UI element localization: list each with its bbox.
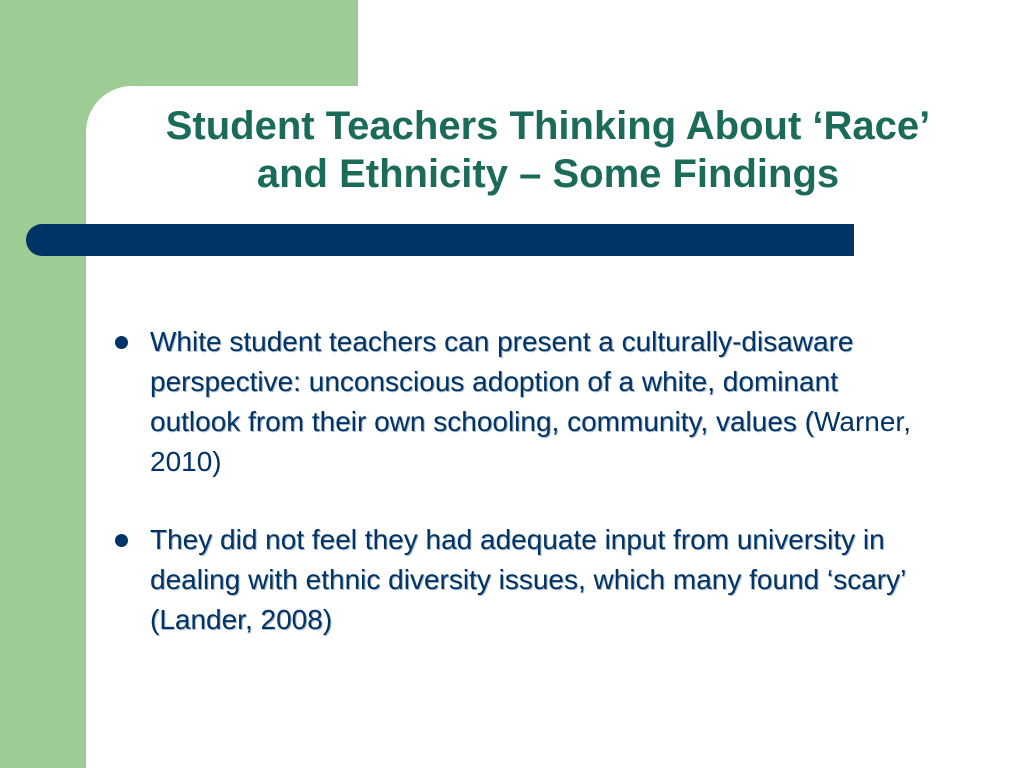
bullet-citation-1: Warner, 2010) bbox=[150, 406, 911, 477]
bullet-item-2 bbox=[112, 520, 912, 640]
bullet-list bbox=[112, 322, 912, 678]
title-divider-bar bbox=[26, 224, 854, 256]
slide-title bbox=[100, 102, 996, 198]
bullet-text-2: They did not feel they had adequate input from university in dealing with ethnic diversity issues, which many found ‘scary’ (Lander, 2008) bbox=[150, 524, 906, 635]
slide-title-line-2: and Ethnicity – Some Findings bbox=[256, 152, 840, 196]
bullet-dot-icon bbox=[115, 336, 128, 349]
slide-title-line-1: Student Teachers Thinking About ‘Race’ bbox=[165, 104, 931, 148]
bullet-text-1: White student teachers can present a culturally-disaware perspective: unconscious adoption of a white, dominant outlook from their own schooling, community, values ( bbox=[150, 326, 854, 437]
bullet-dot-icon bbox=[115, 534, 128, 547]
decorative-green-strip-left bbox=[0, 0, 86, 768]
bullet-item-1 bbox=[112, 322, 912, 482]
